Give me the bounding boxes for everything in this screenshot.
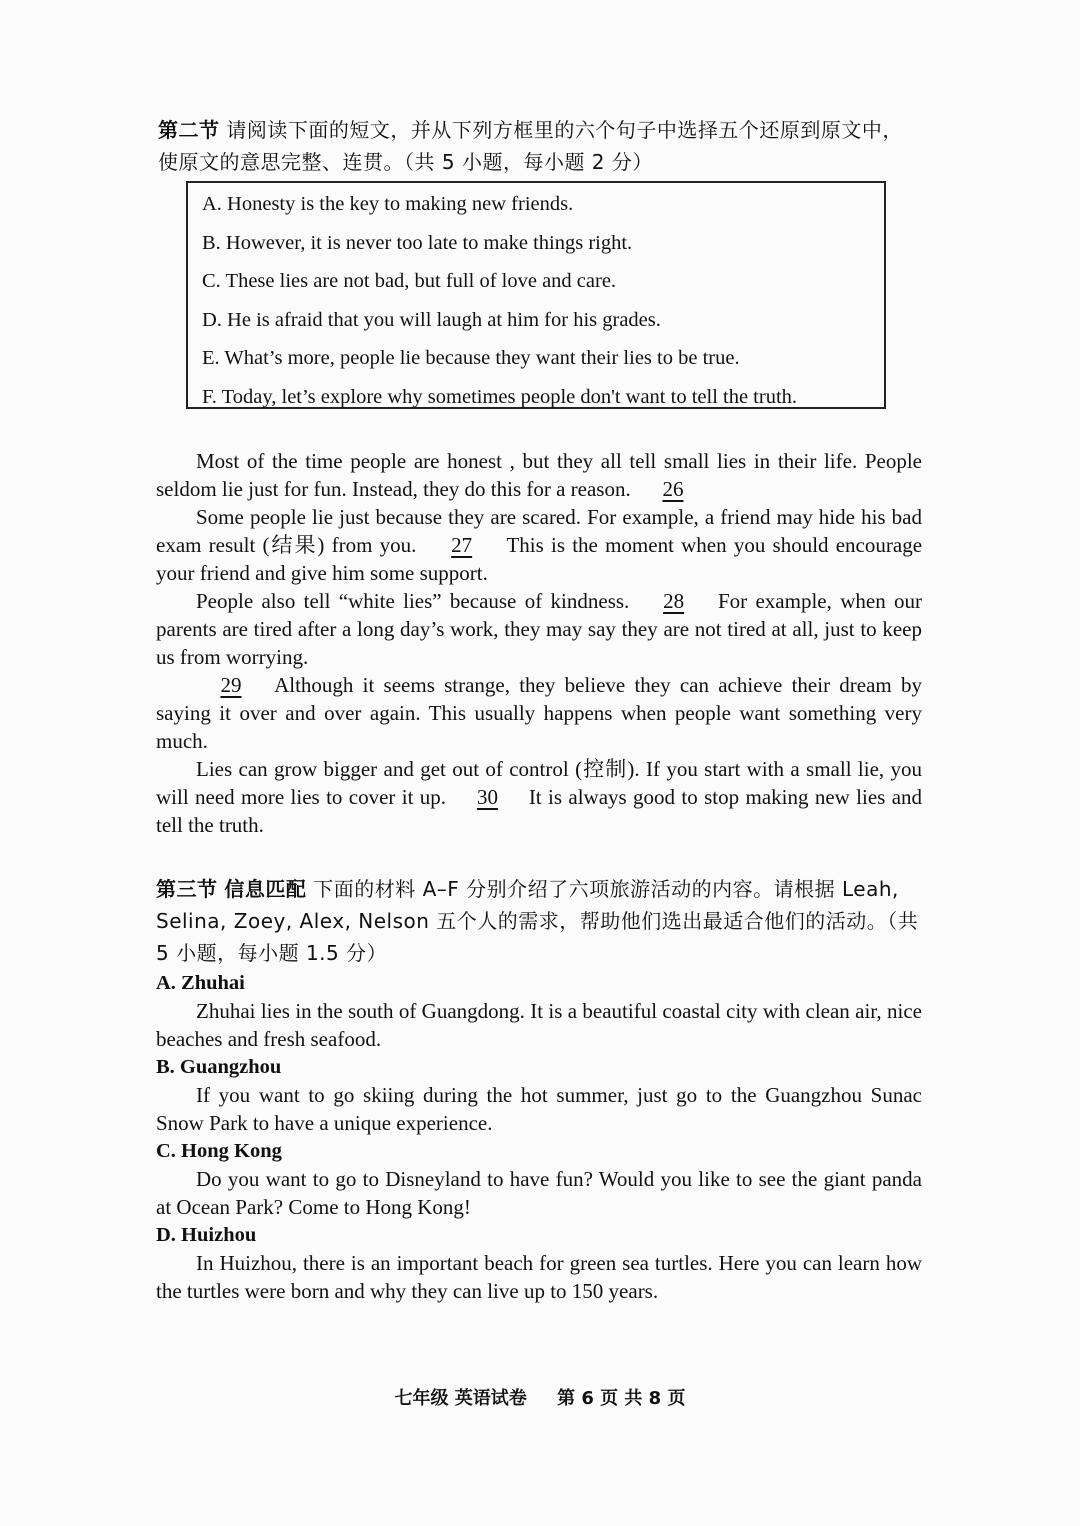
option-b: B. However, it is never too late to make things right. — [202, 231, 633, 254]
travel-items — [156, 969, 922, 1305]
item-title: A. Zhuhai — [156, 972, 245, 994]
blank-27: 27 — [451, 533, 473, 557]
section3-header — [156, 873, 922, 969]
section3-instruction: 下面的材料 A–F 分别介绍了六项旅游活动的内容。请根据 Leah, Selina, Zoey, Alex, Nelson 五个人的需求，帮助他们选出最适合他们的活动。（共 5 小题，每小题 1.5 分） — [156, 877, 919, 965]
section3-subheading: 信息匹配 — [224, 877, 307, 901]
item-text: Zhuhai lies in the south of Guangdong. It is a beautiful coastal city with clean air, nice beaches and fresh seafood. — [156, 999, 922, 1051]
travel-item-c — [156, 1137, 922, 1221]
section2-heading: 第二节 — [158, 118, 220, 142]
option-e: E. What’s more, people lie because they want their lies to be true. — [202, 347, 740, 370]
paragraph-4: 29 Although it seems strange, they believe they can achieve their dream by saying it over and over again. This usually happens when people want something very much. — [156, 673, 922, 753]
paragraph-2: Some people lie just because they are scared. For example, a friend may hide his bad exam result (结果) from you. 27 This is the moment when you should encourage your friend and give him some support. — [156, 505, 923, 585]
item-title: B. Guangzhou — [156, 1056, 282, 1078]
item-text: In Huizhou, there is an important beach for green sea turtles. Here you can learn how the turtles were born and why they can live up to 150 years. — [156, 1251, 922, 1303]
paragraph-3: People also tell “white lies” because of kindness. 28 For example, when our parents are tired after a long day’s work, they may say they are not tired at all, just to keep us from worrying. — [156, 589, 923, 669]
passage — [156, 447, 922, 839]
page-footer — [0, 1385, 1080, 1413]
footer-page-number: 第 6 页 共 8 页 — [557, 1388, 686, 1409]
section3-heading: 第三节 — [156, 877, 218, 901]
blank-29: 29 — [220, 673, 242, 697]
travel-item-a — [156, 969, 922, 1053]
section2-instruction: 请阅读下面的短文，并从下列方框里的六个句子中选择五个还原到原文中，使原文的意思完整、连贯。（共 5 小题，每小题 2 分） — [158, 118, 903, 174]
item-title: C. Hong Kong — [156, 1140, 282, 1162]
option-c: C. These lies are not bad, but full of love and care. — [202, 270, 617, 293]
option-a: A. Honesty is the key to making new friends. — [202, 193, 574, 215]
item-text: Do you want to go to Disneyland to have fun? Would you like to see the giant panda at Ocean Park? Come to Hong Kong! — [156, 1167, 922, 1219]
option-f: F. Today, let’s explore why sometimes people don't want to tell the truth. — [202, 385, 798, 408]
option-d: D. He is afraid that you will laugh at him for his grades. — [202, 308, 661, 331]
item-title: D. Huizhou — [156, 1224, 257, 1246]
blank-28: 28 — [663, 589, 685, 613]
blank-26: 26 — [662, 477, 684, 501]
paragraph-1: Most of the time people are honest , but they all tell small lies in their life. People seldom lie just for fun. Instead, they do this for a reason. 26 — [156, 449, 922, 501]
blank-30: 30 — [476, 785, 498, 809]
item-text: If you want to go skiing during the hot summer, just go to the Guangzhou Sunac Snow Park to have a unique experience. — [156, 1083, 922, 1135]
section2-header — [158, 114, 918, 178]
paragraph-5: Lies can grow bigger and get out of control (控制). If you start with a small lie, you will need more lies to cover it up. 30 It is always good to stop making new lies and tell the truth. — [156, 757, 923, 837]
options-box — [186, 181, 886, 409]
footer-grade: 七年级 英语试卷 — [394, 1388, 527, 1409]
travel-item-d — [156, 1221, 922, 1305]
travel-item-b — [156, 1053, 922, 1137]
